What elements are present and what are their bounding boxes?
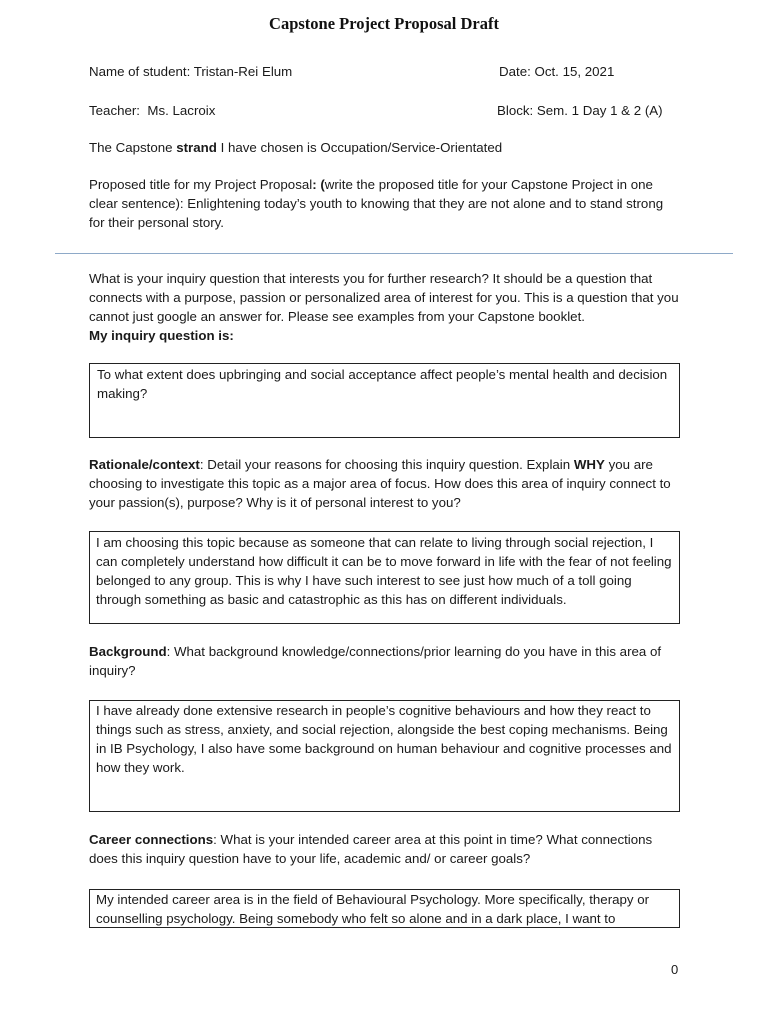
- background-answer-text: I have already done extensive research in people’s cognitive behaviours and how they react to things such as stress, anxiety, and social rejection, alongside the best coping mechanisms. Being in IB Psychology, I also have some background on human behaviour and cognitive processes and how they work.: [96, 703, 672, 775]
- date-label: Date:: [499, 64, 531, 79]
- inquiry-answer-box[interactable]: [89, 363, 680, 438]
- block-line: [497, 101, 663, 120]
- career-heading: Career connections: [89, 832, 214, 847]
- rationale-heading: Rationale/context: [89, 457, 200, 472]
- block-label: Block:: [497, 103, 534, 118]
- block-value: Sem. 1 Day 1 & 2 (A): [536, 103, 663, 118]
- rationale-answer-box[interactable]: [89, 531, 680, 624]
- rationale-answer-text: I am choosing this topic because as someone that can relate to living through social rejection, I can completely understand how difficult it can be to move forward in life with the fear of not feeling belonged to any group. This is why I have such interest to see just how much of a toll going through something as basic and catastrophic as this has on different individuals.: [96, 535, 672, 607]
- student-name-value: Tristan-Rei Elum: [193, 64, 293, 79]
- strand-bold: strand: [176, 140, 217, 155]
- section-divider: [55, 253, 733, 254]
- proposed-title-paragraph: Proposed title for my Project Proposal: (write the proposed title for your Capstone Project in one clear sentence): Enlightening today’s youth to knowing that they are not alone and to stand strong for their personal story.: [89, 177, 664, 230]
- background-answer-box[interactable]: [89, 700, 680, 812]
- inquiry-label: My inquiry question is:: [89, 328, 234, 343]
- background-prompt: Background: What background knowledge/connections/prior learning do you have in this area of inquiry?: [89, 644, 662, 678]
- inquiry-answer-text: To what extent does upbringing and social acceptance affect people’s mental health and decision making?: [97, 367, 668, 401]
- date-line: [499, 62, 614, 81]
- strand-line: The Capstone strand I have chosen is Occupation/Service-Orientated: [89, 140, 503, 155]
- page-title: Capstone Project Proposal Draft: [269, 14, 499, 33]
- teacher-line: [89, 101, 215, 120]
- student-name-line: [89, 62, 292, 81]
- inquiry-prompt: What is your inquiry question that interests you for further research? It should be a question that connects with a purpose, passion or personalized area of interest for you. This is a question that you cannot just google an answer for. Please see examples from your Capstone booklet.: [89, 271, 679, 324]
- career-answer-box[interactable]: [89, 889, 680, 928]
- rationale-prompt: Rationale/context: Detail your reasons for choosing this inquiry question. Explain WHY you are choosing to investigate this topic as a major area of focus. How does this area of inquiry connect to your passion(s), purpose? Why is it of personal interest to you?: [89, 457, 671, 510]
- teacher-label: Teacher:: [89, 103, 140, 118]
- page-number: 0: [671, 962, 679, 977]
- career-answer-text: My intended career area is in the field of Behavioural Psychology. More specifically, therapy or counselling psychology. Being somebody who felt so alone and in a dark place, I want to: [96, 892, 650, 926]
- teacher-value: Ms. Lacroix: [147, 103, 216, 118]
- background-heading: Background: [89, 644, 167, 659]
- career-prompt: Career connections: What is your intended career area at this point in time? What connections does this inquiry question have to your life, academic and/ or career goals?: [89, 832, 653, 866]
- date-value: Oct. 15, 2021: [534, 64, 615, 79]
- student-name-label: Name of student:: [89, 64, 191, 79]
